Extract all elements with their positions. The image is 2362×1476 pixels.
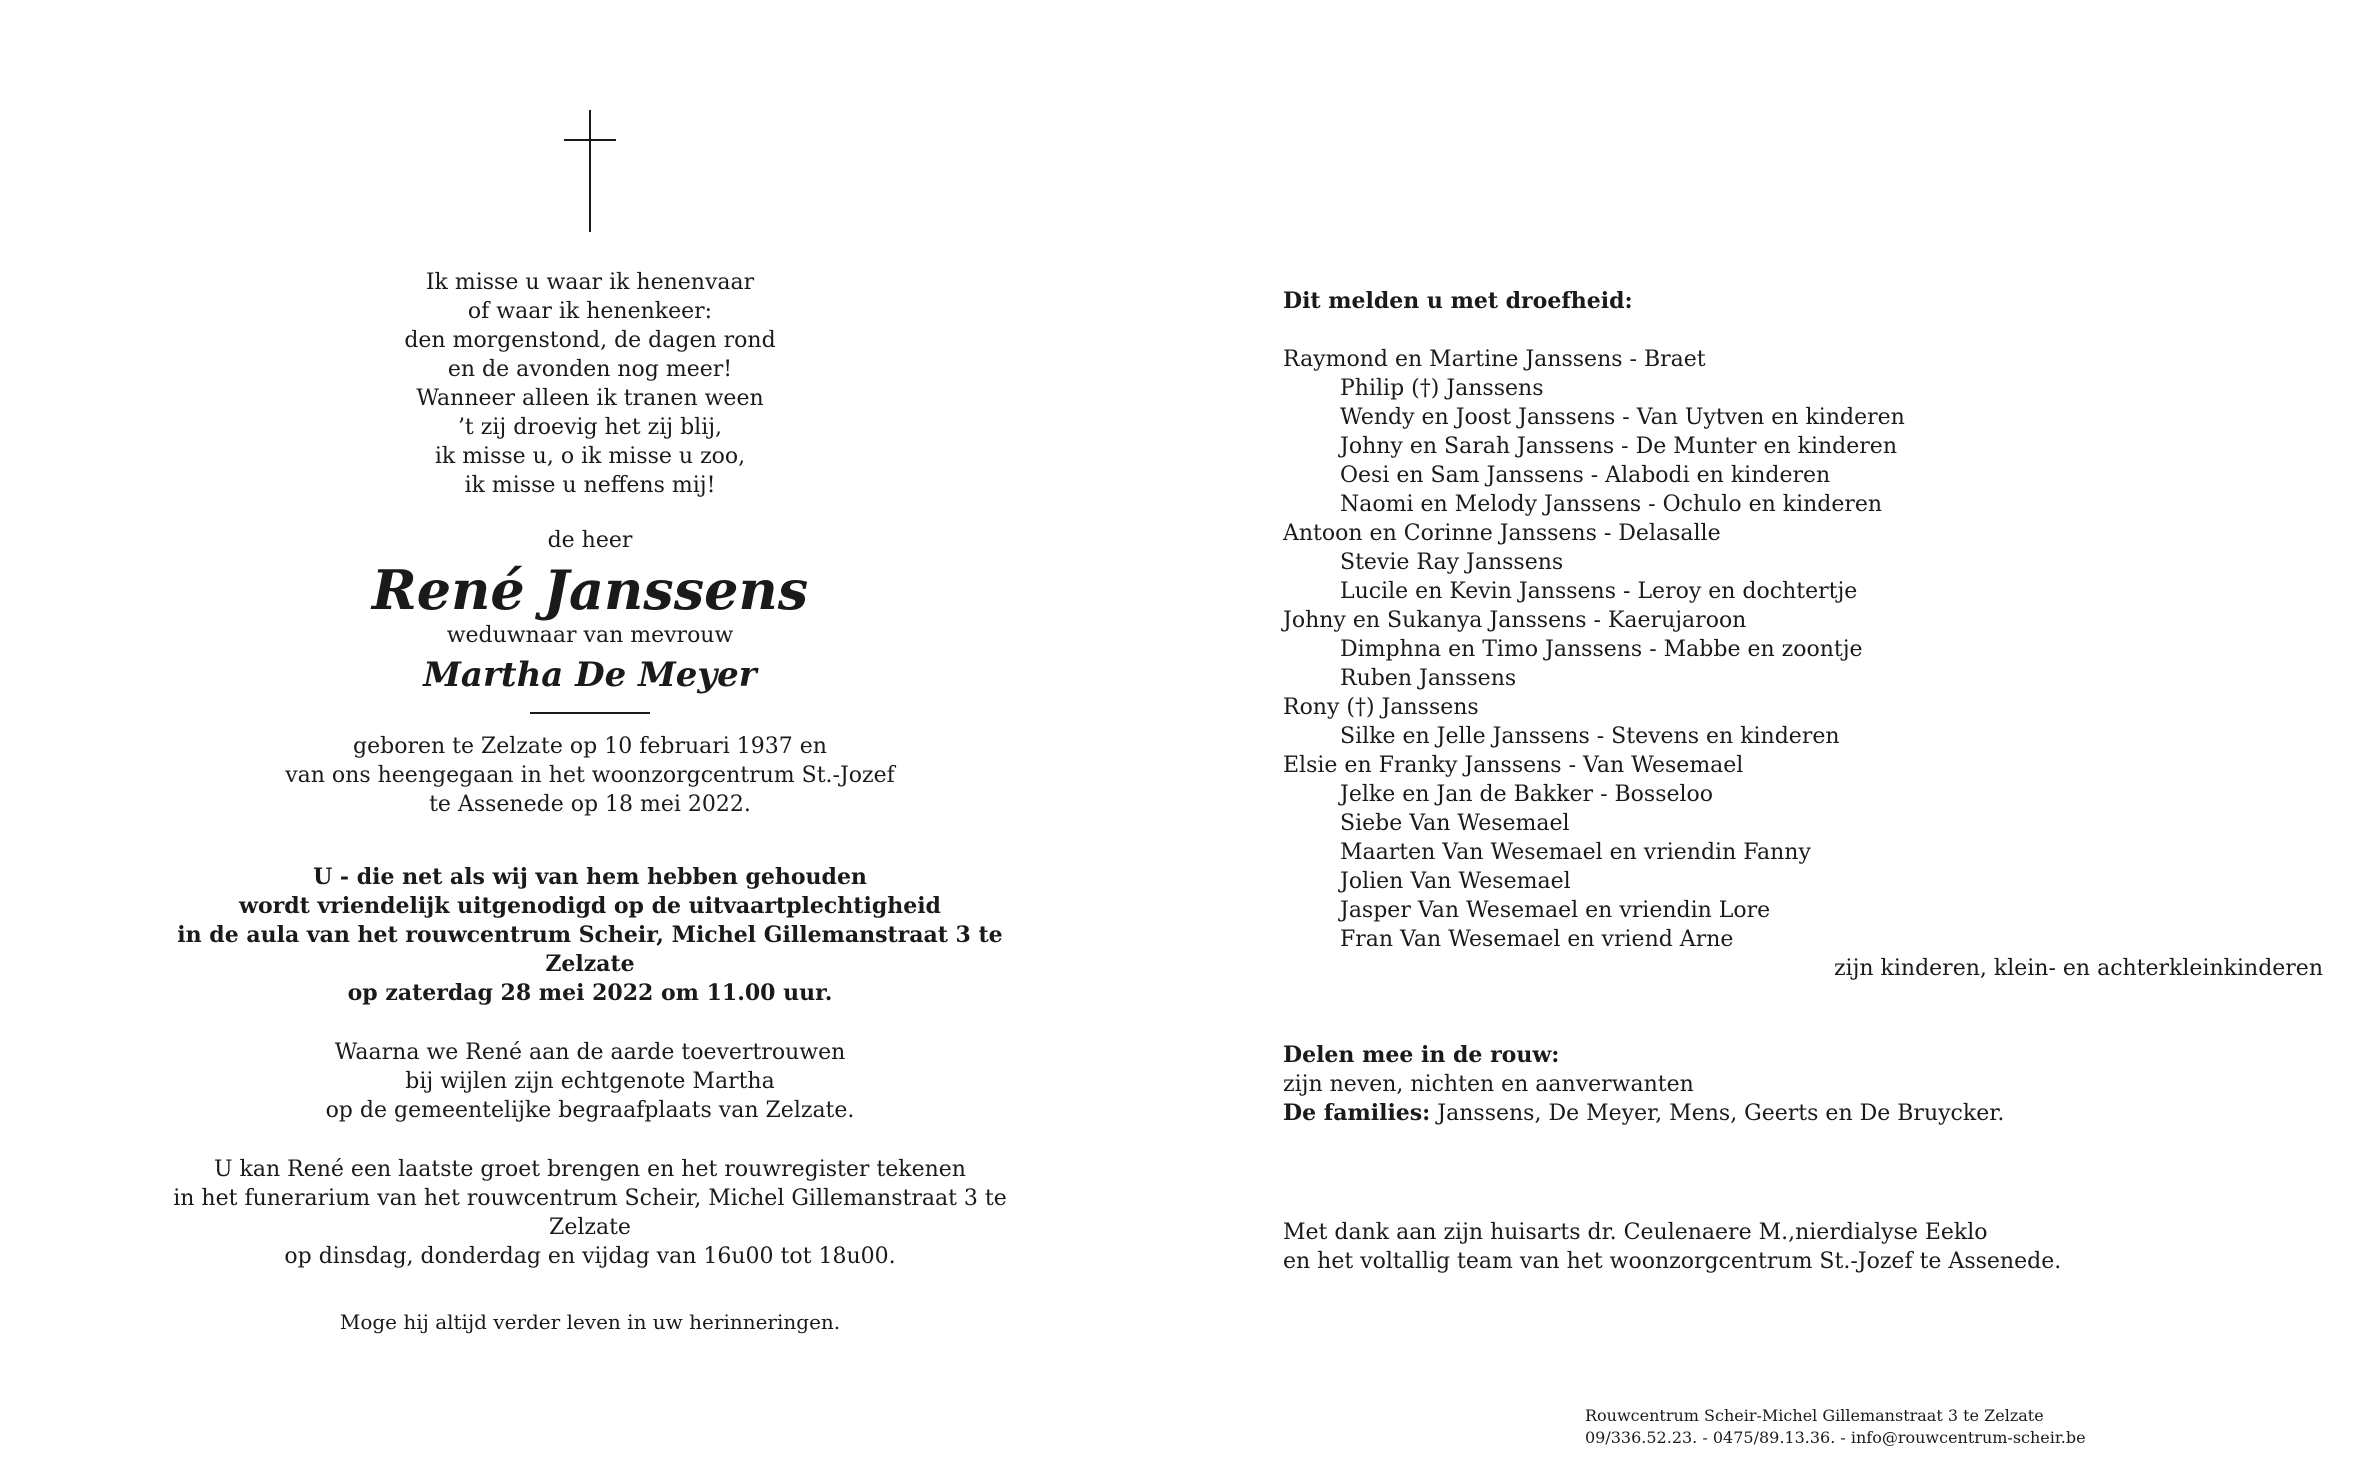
- invitation-line: op zaterdag 28 mei 2022 om 11.00 uur.: [347, 980, 833, 1006]
- family-sub-member: Jelke en Jan de Bakker - Bosseloo: [1340, 782, 1714, 807]
- burial-line: op de gemeentelijke begraafplaats van Zelzate.: [325, 1098, 855, 1123]
- mourn-heading: Delen mee in de rouw:: [1283, 1042, 1560, 1068]
- visit-line: in het funerarium van het rouwcentrum Scheir, Michel Gillemanstraat 3 te Zelzate: [173, 1186, 1007, 1240]
- right-column: [1283, 287, 2323, 1276]
- children-caption: zijn kinderen, klein- en achterkleinkinderen: [1833, 956, 2323, 981]
- invitation-line: wordt vriendelijk uitgenodigd op de uitvaartplechtigheid: [239, 893, 941, 919]
- poem-line: ’t zij droevig het zij blij,: [457, 415, 723, 440]
- family-sub-member: Fran Van Wesemael en vriend Arne: [1340, 927, 1734, 952]
- family-sub-member: Siebe Van Wesemael: [1340, 811, 1570, 836]
- deceased-name: René Janssens: [371, 558, 809, 622]
- family-sub-member: Johny en Sarah Janssens - De Munter en kinderen: [1340, 434, 1897, 459]
- family-sub-member: Silke en Jelle Janssens - Stevens en kinderen: [1340, 724, 1840, 749]
- poem-line: Ik misse u waar ik henenvaar: [425, 270, 755, 295]
- family-member: Antoon en Corinne Janssens - Delasalle: [1283, 521, 1721, 546]
- mourn-line: zijn neven, nichten en aanverwanten: [1283, 1072, 1694, 1097]
- family-sub-member: Lucile en Kevin Janssens - Leroy en dochtertje: [1340, 579, 1858, 604]
- family-sub-member: Naomi en Melody Janssens - Ochulo en kinderen: [1340, 492, 1883, 517]
- family-member: Rony (†) Janssens: [1283, 695, 1479, 720]
- family-sub-member: Oesi en Sam Janssens - Alabodi en kinderen: [1340, 463, 1831, 488]
- cross-icon: [564, 110, 616, 232]
- funeral-home-footer: [1585, 1405, 2086, 1449]
- burial-line: Waarna we René aan de aarde toevertrouwen: [334, 1040, 846, 1065]
- birth-death-info: [150, 732, 1030, 819]
- invitation-line: U - die net als wij van hem hebben gehouden: [313, 864, 867, 890]
- family-sub-member: Philip (†) Janssens: [1340, 376, 1544, 401]
- poem-line: ik misse u neffens mij!: [464, 473, 716, 498]
- family-sub-member: Jasper Van Wesemael en vriendin Lore: [1340, 898, 1771, 923]
- info-line: van ons heengegaan in het woonzorgcentrum St.-Jozef: [285, 763, 895, 788]
- family-member: Elsie en Franky Janssens - Van Wesemael: [1283, 753, 1744, 778]
- title-prefix: de heer: [547, 528, 633, 553]
- poem-line: Wanneer alleen ik tranen ween: [416, 386, 764, 411]
- visit-info: [150, 1155, 1030, 1271]
- family-sub-member: Maarten Van Wesemael en vriendin Fanny: [1340, 840, 1811, 865]
- thanks-line: en het voltallig team van het woonzorgcentrum St.-Jozef te Assenede.: [1283, 1249, 2062, 1274]
- family-list: [1283, 345, 2323, 954]
- family-sub-member: Ruben Janssens: [1340, 666, 1517, 691]
- families-line: [1283, 1099, 2323, 1128]
- poem-line: ik misse u, o ik misse u zoo,: [434, 444, 746, 469]
- family-sub-member: Stevie Ray Janssens: [1340, 550, 1564, 575]
- family-sub-member: Jolien Van Wesemael: [1340, 869, 1571, 894]
- visit-line: op dinsdag, donderdag en vijdag van 16u00 tot 18u00.: [284, 1244, 896, 1269]
- poem-line: en de avonden nog meer!: [447, 357, 733, 382]
- divider: [530, 712, 650, 714]
- burial-info: [150, 1038, 1030, 1125]
- left-column: [150, 110, 1030, 1336]
- info-line: te Assenede op 18 mei 2022.: [429, 792, 751, 817]
- widower-of: weduwnaar van mevrouw: [446, 623, 734, 648]
- info-line: geboren te Zelzate op 10 februari 1937 en: [353, 734, 827, 759]
- motto: Moge hij altijd verder leven in uw herinneringen.: [339, 1310, 841, 1334]
- thanks: [1283, 1218, 2323, 1276]
- poem-line: of waar ik henenkeer:: [467, 299, 713, 324]
- spouse-name: Martha De Meyer: [423, 655, 757, 695]
- poem-line: den morgenstond, de dagen rond: [404, 328, 776, 353]
- family-member: Raymond en Martine Janssens - Braet: [1283, 347, 1706, 372]
- invitation-line: in de aula van het rouwcentrum Scheir, Michel Gillemanstraat 3 te Zelzate: [177, 922, 1003, 977]
- footer-address: Rouwcentrum Scheir-Michel Gillemanstraat 3 te Zelzate: [1585, 1406, 2044, 1425]
- thanks-line: Met dank aan zijn huisarts dr. Ceulenaere M.,nierdialyse Eeklo: [1283, 1220, 1988, 1245]
- families-value: Janssens, De Meyer, Mens, Geerts en De Bruycker.: [1430, 1101, 2005, 1126]
- invitation: [150, 863, 1030, 1008]
- footer-contact: 09/336.52.23. - 0475/89.13.36. - info@rouwcentrum-scheir.be: [1585, 1428, 2086, 1447]
- family-sub-member: Dimphna en Timo Janssens - Mabbe en zoontje: [1340, 637, 1863, 662]
- family-member: Johny en Sukanya Janssens - Kaerujaroon: [1283, 608, 1747, 633]
- family-heading: Dit melden u met droefheid:: [1283, 288, 1633, 314]
- family-sub-member: Wendy en Joost Janssens - Van Uytven en kinderen: [1340, 405, 1905, 430]
- visit-line: U kan René een laatste groet brengen en het rouwregister tekenen: [214, 1157, 966, 1182]
- poem: [150, 268, 1030, 500]
- families-label: De families:: [1283, 1100, 1431, 1126]
- burial-line: bij wijlen zijn echtgenote Martha: [405, 1069, 775, 1094]
